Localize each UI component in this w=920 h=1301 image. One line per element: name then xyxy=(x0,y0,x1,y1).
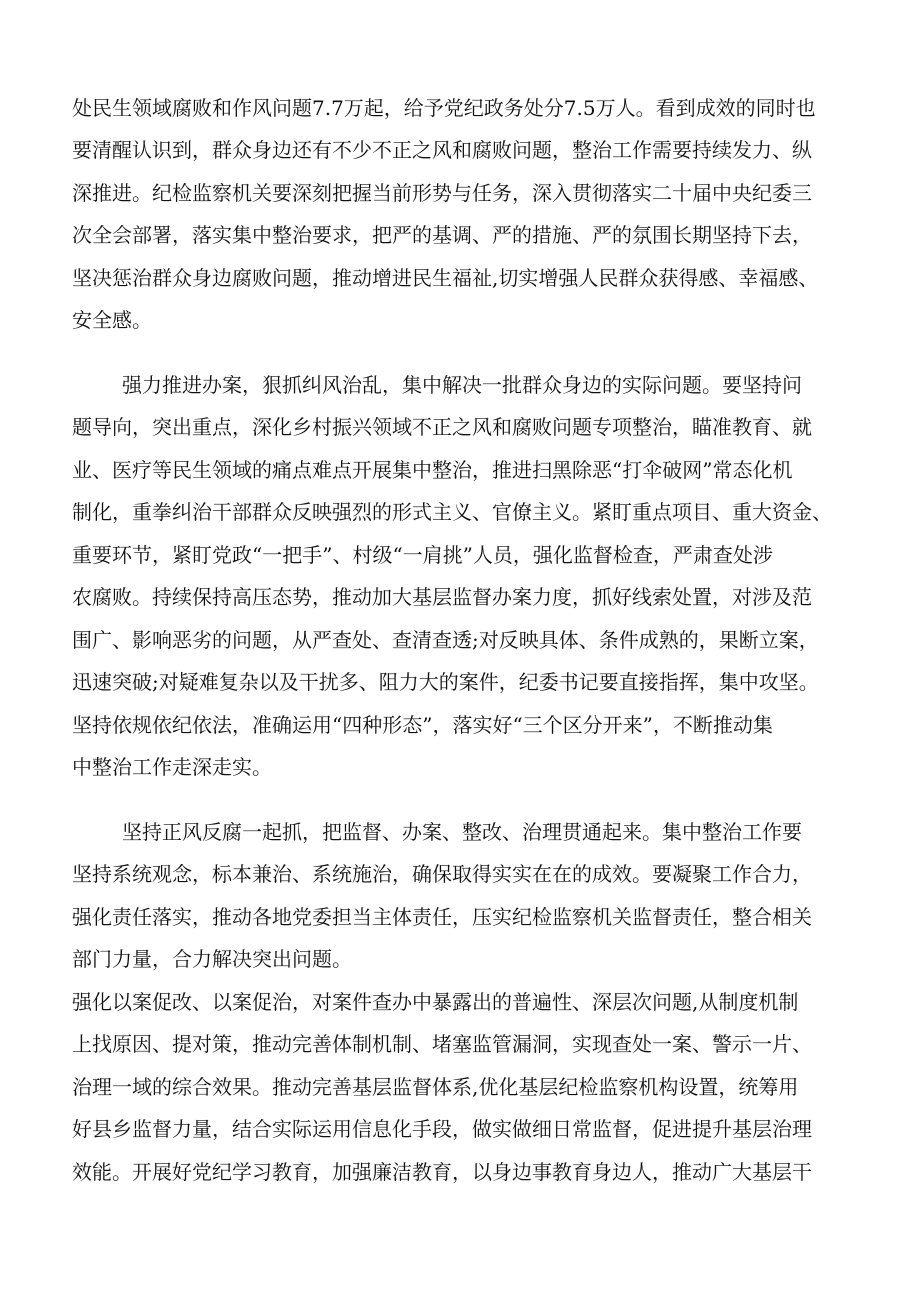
paragraph-2-line-8: 迅速突破;对疑难复杂以及干扰多、阻力大的案件，纪委书记要直接指挥，集中攻坚。 xyxy=(72,670,819,694)
paragraph-4-line-2: 上找原因、提对策，推动完善体制机制、堵塞监管漏洞，实现查处一案、警示一片、 xyxy=(72,1032,812,1056)
paragraph-3-line-4: 部门力量，合力解决突出问题。 xyxy=(72,947,352,971)
paragraph-2-line-2: 题导向，突出重点，深化乡村振兴领域不正之风和腐败问题专项整治，瞄准教育、就 xyxy=(72,415,812,439)
paragraph-2-line-1: 强力推进办案，狠抓纠风治乱，集中解决一批群众身边的实际问题。要坚持问 xyxy=(122,373,802,397)
paragraph-1-line-5: 坚决惩治群众身边腐败问题，推动增进民生福祉,切实增强人民群众获得感、幸福感、 xyxy=(72,266,819,290)
paragraph-3-line-1: 坚持正风反腐一起抓，把监督、办案、整改、治理贯通起来。集中整治工作要 xyxy=(122,820,802,844)
paragraph-1-line-2: 要清醒认识到，群众身边还有不少不正之风和腐败问题，整治工作需要持续发力、纵 xyxy=(72,138,812,162)
paragraph-1-line-6: 安全感。 xyxy=(72,308,152,332)
paragraph-4-line-4: 好县乡监督力量，结合实际运用信息化手段，做实做细日常监督，促进提升基层治理 xyxy=(72,1117,812,1141)
paragraph-2-line-3: 业、医疗等民生领域的痛点难点开展集中整治，推进扫黑除恶“打伞破网”常态化机 xyxy=(72,458,793,482)
paragraph-1-line-4: 次全会部署，落实集中整治要求，把严的基调、严的措施、严的氛围长期坚持下去， xyxy=(72,223,812,247)
paragraph-4-line-5: 效能。开展好党纪学习教育，加强廉洁教育，以身边事教育身边人，推动广大基层干 xyxy=(72,1160,812,1184)
paragraph-3-line-2: 坚持系统观念，标本兼治、系统施治，确保取得实实在在的成效。要凝聚工作合力， xyxy=(72,862,812,886)
paragraph-4-line-3: 治理一域的综合效果。推动完善基层监督体系,优化基层纪检监察机构设置，统筹用 xyxy=(72,1075,799,1099)
paragraph-2-line-6: 农腐败。持续保持高压态势，推动加大基层监督办案力度，抓好线索处置，对涉及范 xyxy=(72,585,812,609)
paragraph-3-line-3: 强化责任落实，推动各地党委担当主体责任，压实纪检监察机关监督责任，整合相关 xyxy=(72,905,812,929)
paragraph-1-line-3: 深推进。纪检监察机关要深刻把握当前形势与任务，深入贯彻落实二十届中央纪委三 xyxy=(72,181,812,205)
paragraph-2-line-4: 制化，重拳纠治干部群众反映强烈的形式主义、官僚主义。紧盯重点项目、重大资金、 xyxy=(72,500,832,524)
paragraph-2-line-10: 中整治工作走深走实。 xyxy=(72,755,272,779)
paragraph-2-line-5: 重要环节，紧盯党政“一把手”、村级“一肩挑”人员，强化监督检查，严肃查处涉 xyxy=(72,543,773,567)
paragraph-1-line-1: 处民生领域腐败和作风问题7.7万起，给予党纪政务处分7.5万人。看到成效的同时也 xyxy=(72,96,816,120)
paragraph-2-line-9: 坚持依规依纪依法，准确运用“四种形态”，落实好“三个区分开来”，不断推动集 xyxy=(72,713,773,737)
paragraph-4-line-1: 强化以案促改、以案促治，对案件查办中暴露出的普遍性、深层次问题,从制度机制 xyxy=(72,990,799,1014)
paragraph-2-line-7: 围广、影响恶劣的问题，从严查处、查清查透;对反映具体、条件成熟的，果断立案， xyxy=(72,628,819,652)
